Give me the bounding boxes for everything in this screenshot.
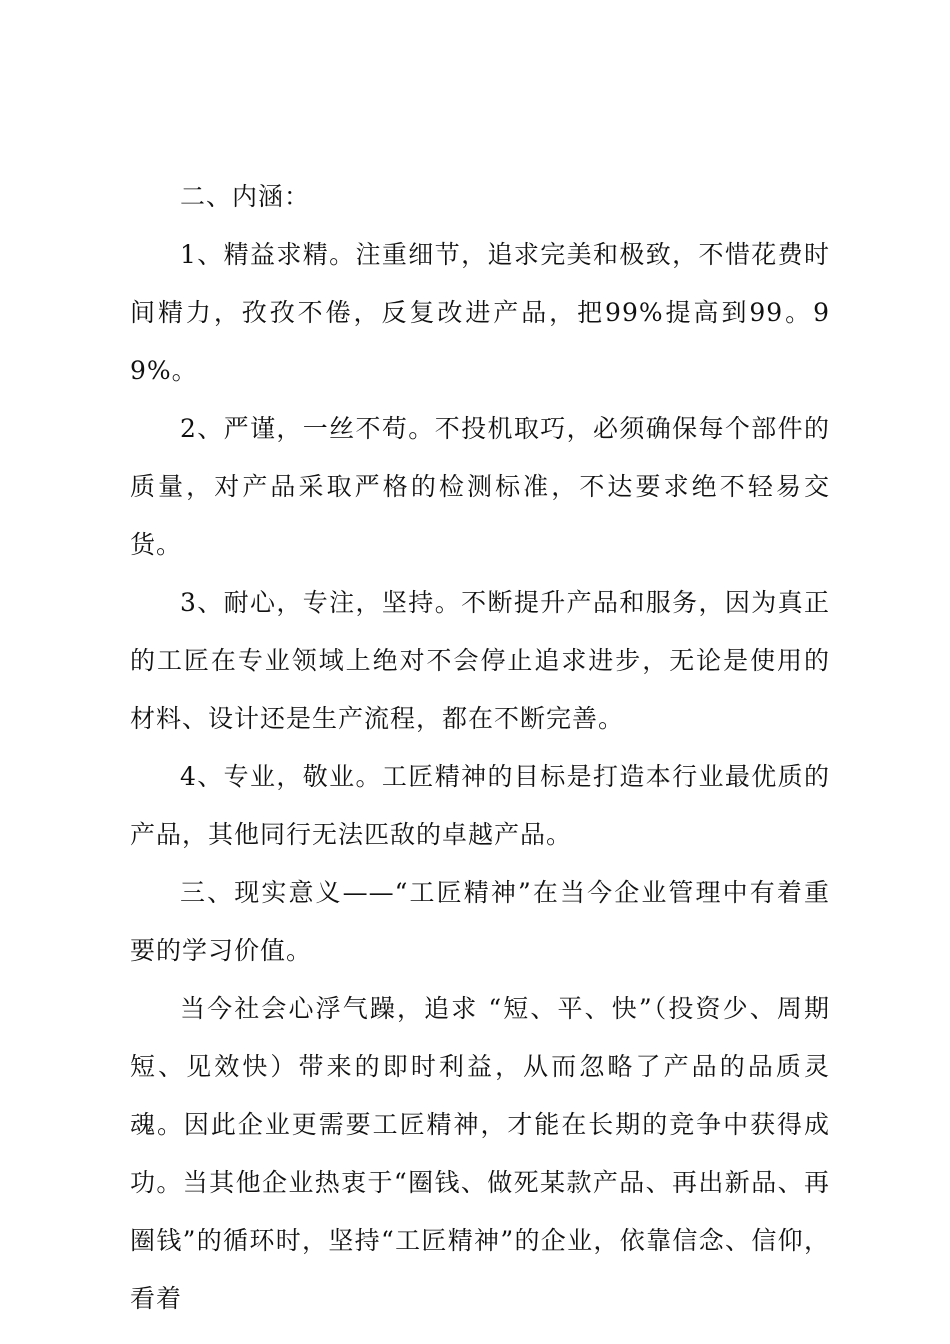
section-heading-connotation: 二、内涵：	[180, 182, 311, 211]
document-body	[130, 168, 830, 1328]
paragraph-item-3: 3、耐心，专注，坚持。不断提升产品和服务，因为真正的工匠在专业领域上绝对不会停止追求进步，无论是使用的材料、设计还是生产流程，都在不断完善。	[130, 588, 830, 733]
paragraph-item-1: 1、精益求精。注重细节，追求完美和极致，不惜花费时间精力，孜孜不倦，反复改进产品，把99%提高到99。99%。	[130, 240, 830, 385]
paragraph-body: 当今社会心浮气躁，追求 “短、平、快”（投资少、周期短、见效快）带来的即时利益，从而忽略了产品的品质灵魂。因此企业更需要工匠精神，才能在长期的竞争中获得成功。当其他企业热衷于“圈钱、做死某款产品、再出新品、再圈钱”的循环时，坚持“工匠精神”的企业，依靠信念、信仰，看着	[130, 994, 830, 1313]
paragraph-item-4: 4、专业，敬业。工匠精神的目标是打造本行业最优质的产品，其他同行无法匹敌的卓越产品。	[130, 762, 830, 849]
paragraph-item-2: 2、严谨，一丝不苟。不投机取巧，必须确保每个部件的质量，对产品采取严格的检测标准，不达要求绝不轻易交货。	[130, 414, 830, 559]
section-heading-significance: 三、现实意义——“工匠精神”在当今企业管理中有着重要的学习价值。	[130, 878, 830, 965]
